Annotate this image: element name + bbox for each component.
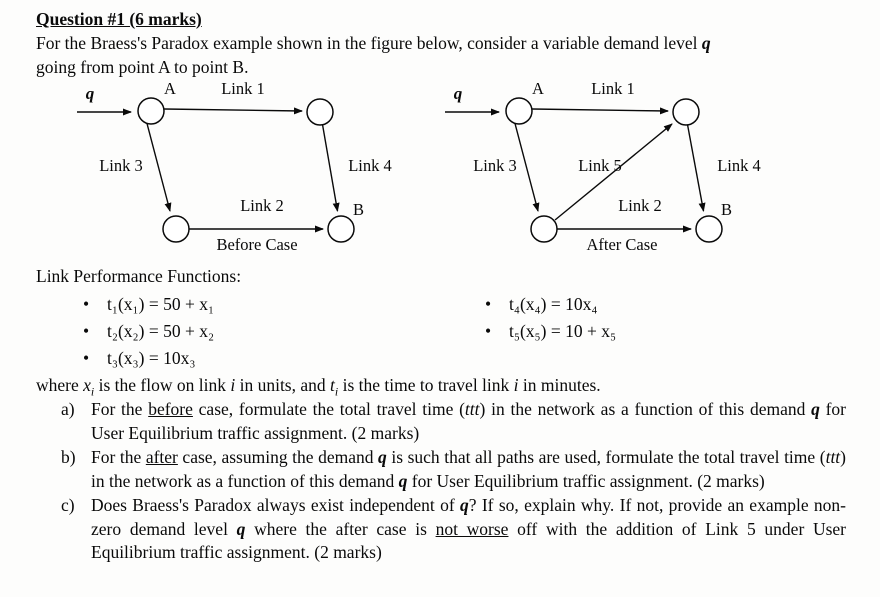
after-case-diagram — [445, 79, 761, 254]
after-node-a-circle — [506, 98, 532, 124]
before-node-a-label: A — [164, 79, 176, 98]
demand-symbol: q — [378, 447, 387, 467]
after-link3-arrow — [515, 124, 538, 212]
after-demand-label: q — [453, 84, 463, 103]
after-link5-label: Link 5 — [578, 156, 622, 175]
flow-symbol: x — [83, 375, 91, 395]
before-link3-label: Link 3 — [99, 156, 143, 175]
after-node-top-right-circle — [673, 99, 699, 125]
demand-symbol: q — [811, 399, 820, 419]
question-a-text: ) in the network as a function of this demand — [479, 399, 812, 419]
where-text-3: in units, and — [235, 375, 331, 395]
question-b-text: For the — [91, 447, 146, 467]
link-index-symbol: i — [230, 375, 236, 395]
function-t4-text: t₄(x₄) = 10x₄ — [509, 294, 598, 314]
before-link4-arrow — [323, 125, 338, 212]
before-node-a-circle — [138, 98, 164, 124]
after-link3-label: Link 3 — [473, 156, 517, 175]
question-a-text: For the — [91, 399, 149, 419]
where-text-1: where — [36, 375, 84, 395]
question-c-label: c) — [61, 495, 75, 515]
functions-right-column — [485, 291, 616, 372]
before-link2-label: Link 2 — [240, 196, 284, 215]
intro-text-1: For the Braess's Paradox example shown in the figure below, consider a variable demand level — [36, 33, 702, 53]
bullet-icon: • — [83, 294, 90, 314]
before-node-b-circle — [328, 216, 354, 242]
time-symbol: t — [330, 375, 335, 395]
question-b-text: case, assuming the demand — [177, 447, 379, 467]
function-t3 — [83, 345, 435, 372]
after-node-b-circle — [696, 216, 722, 242]
before-case-diagram — [77, 79, 392, 254]
question-c-text: where the after case is — [245, 518, 436, 539]
function-t5-text: t₅(x₅) = 10 + x₅ — [509, 321, 617, 341]
where-text-5: in minutes. — [518, 375, 601, 395]
question-a-text: for User Equilibrium traffic assignment. (2 marks) — [91, 399, 847, 443]
functions-left-column — [83, 291, 435, 372]
before-link3-arrow — [147, 124, 170, 212]
question-a — [36, 398, 846, 445]
link-performance-functions — [36, 291, 846, 372]
question-c — [36, 494, 846, 565]
before-demand-label: q — [85, 84, 95, 103]
demand-symbol: q — [459, 495, 469, 515]
function-t1-text: t₁(x₁) = 50 + x₁ — [107, 294, 215, 314]
question-b — [36, 446, 846, 493]
before-case-caption: Before Case — [216, 235, 298, 254]
where-text-2: is the flow on link — [94, 375, 231, 395]
ttt-symbol: ttt — [825, 447, 841, 467]
question-a-text: case, formulate the total travel time ( — [192, 399, 465, 419]
after-node-a-label: A — [532, 79, 544, 98]
function-t4 — [485, 291, 616, 318]
after-case-caption: After Case — [586, 235, 658, 254]
link-performance-heading: Link Performance Functions: — [36, 266, 242, 286]
link-index-symbol: i — [513, 375, 519, 395]
function-t2 — [83, 318, 435, 345]
question-c-text: ? If so, explain why. If not, provide an example non-zero demand level — [91, 495, 846, 539]
after-link2-label: Link 2 — [618, 196, 662, 215]
question-a-label: a) — [61, 399, 75, 419]
bullet-icon: • — [485, 294, 492, 314]
function-t2-text: t₂(x₂) = 50 + x₂ — [107, 321, 215, 341]
after-link1-arrow — [533, 109, 669, 111]
network-figure — [0, 79, 880, 263]
before-node-top-right-circle — [307, 99, 333, 125]
underlined-after: after — [145, 447, 178, 467]
time-subscript: i — [334, 384, 339, 399]
after-link1-label: Link 1 — [591, 79, 635, 98]
bullet-icon: • — [485, 321, 492, 341]
before-node-b-label: B — [353, 200, 365, 219]
function-t1 — [83, 291, 435, 318]
network-diagrams-svg — [0, 79, 880, 263]
underlined-not-worse: not worse — [435, 518, 509, 539]
before-node-bottom-left-circle — [163, 216, 189, 242]
before-link1-label: Link 1 — [221, 79, 265, 98]
question-c-text: off with the addition of Link 5 under User Equilibrium traffic assignment. (2 marks) — [91, 518, 847, 562]
ttt-symbol: ttt — [464, 399, 480, 419]
question-title: Question #1 (6 marks) — [36, 9, 202, 29]
intro-paragraph — [36, 32, 846, 79]
demand-symbol: q — [236, 518, 246, 539]
after-node-bottom-left-circle — [531, 216, 557, 242]
after-link4-label: Link 4 — [717, 156, 761, 175]
question-b-text: for User Equilibrium traffic assignment. (2 marks) — [407, 470, 765, 491]
bullet-icon: • — [83, 321, 90, 341]
question-b-text: is such that all paths are used, formulate the total travel time ( — [386, 447, 826, 467]
where-text-4: is the time to travel link — [338, 375, 514, 395]
flow-subscript: i — [90, 384, 95, 399]
function-t5 — [485, 318, 616, 345]
after-node-b-label: B — [721, 200, 733, 219]
question-c-text: Does Braess's Paradox always exist independent of — [91, 495, 460, 515]
before-link4-label: Link 4 — [348, 156, 392, 175]
intro-text-2: going from point A to point B. — [36, 56, 249, 77]
after-link4-arrow — [688, 125, 704, 212]
function-t3-text: t₃(x₃) = 10x₃ — [107, 348, 196, 368]
variable-definitions — [36, 374, 846, 397]
demand-symbol: q — [398, 470, 408, 491]
bullet-icon: • — [83, 348, 90, 368]
question-b-label: b) — [61, 447, 76, 467]
demand-symbol: q — [701, 33, 711, 53]
before-link1-arrow — [165, 109, 303, 111]
underlined-before: before — [148, 399, 193, 419]
question-b-text: ) in the network as a function of this demand — [91, 447, 846, 491]
